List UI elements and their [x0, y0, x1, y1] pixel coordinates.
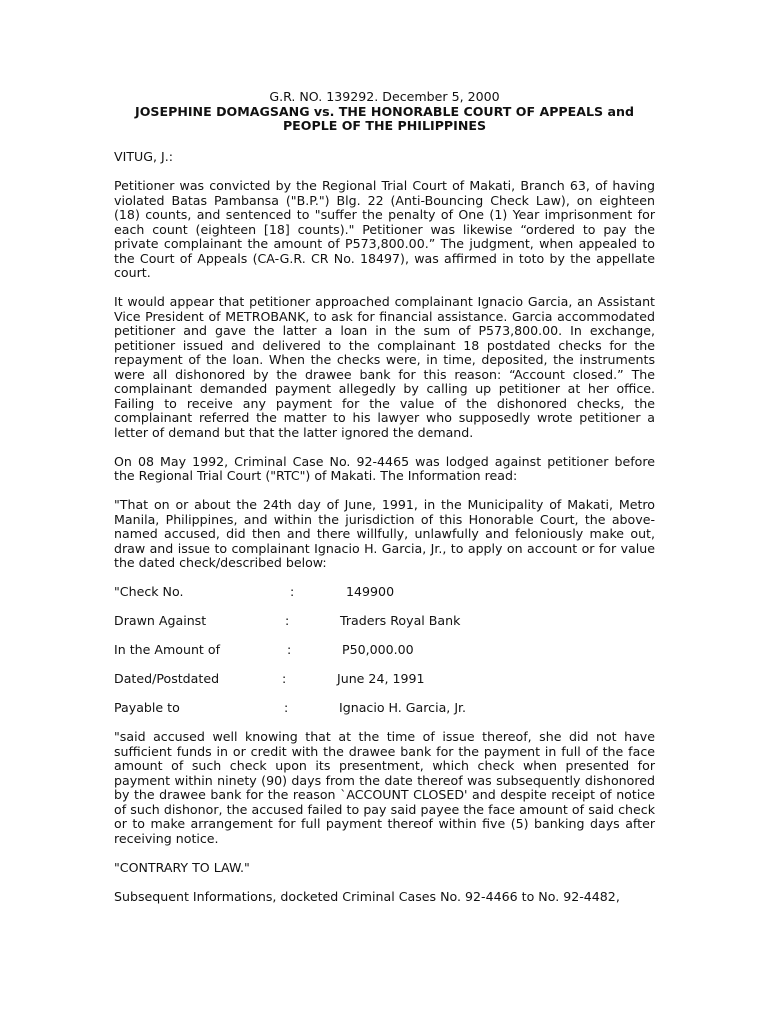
information-quote: "That on or about the 24th day of June, 1991, in the Municipality of Makati, Metro Manila, Philippines, and within the jurisdiction of this Honorable Court, the above-named accused, did then and there willfully, unlawfully and feloniously make out, draw and issue to complainant Ignacio H. Garcia, Jr., to apply on account or for value the dated check/described below:	[114, 497, 655, 570]
check-detail-row	[114, 643, 655, 658]
check-detail-row	[114, 672, 655, 687]
check-detail-label: "Check No.	[114, 584, 184, 599]
gr-number-date: G.R. NO. 139292. December 5, 2000	[269, 89, 500, 104]
check-detail-colon: :	[285, 613, 290, 628]
check-detail-row	[114, 701, 655, 716]
paragraph: Petitioner was convicted by the Regional Trial Court of Makati, Branch 63, of having violated Batas Pambansa ("B.P.") Blg. 22 (Anti-Bouncing Check Law), on eighteen (18) counts, and sentenced to "suffer the penalty of One (1) Year imprisonment for each count (eighteen [18] counts)." Petitioner was likewise “ordered to pay the private complainant the amount of P573,800.00.” The judgment, when appealed to the Court of Appeals (CA-G.R. CR No. 18497), was affirmed in toto by the appellate court.	[114, 178, 655, 280]
ponente: VITUG, J.:	[114, 149, 173, 164]
check-detail-row	[114, 614, 655, 629]
paragraph: It would appear that petitioner approached complainant Ignacio Garcia, an Assistant Vice President of METROBANK, to ask for financial assistance. Garcia accommodated petitioner and gave the latter a loan in the sum of P573,800.00. In exchange, petitioner issued and delivered to the complainant 18 postdated checks for the repayment of the loan. When the checks were, in time, deposited, the instruments were all dishonored by the drawee bank for this reason: “Account closed.” The complainant demanded payment allegedly by calling up petitioner at her office. Failing to receive any payment for the value of the dishonored checks, the complainant referred the matter to his lawyer who supposedly wrote petitioner a letter of demand but that the latter ignored the demand.	[114, 294, 655, 440]
paragraph: Subsequent Informations, docketed Criminal Cases No. 92-4466 to No. 92-4482,	[114, 888, 620, 904]
check-detail-label: Payable to	[114, 700, 180, 715]
check-detail-value: Traders Royal Bank	[340, 613, 461, 628]
case-header	[114, 90, 655, 134]
check-detail-colon: :	[282, 671, 287, 686]
check-detail-value: Ignacio H. Garcia, Jr.	[339, 700, 467, 715]
information-quote: "said accused well knowing that at the time of issue thereof, she did not have sufficient funds in or credit with the drawee bank for the payment in full of the face amount of such check upon its presentment, which check when presented for payment within ninety (90) days from the date thereof was subsequently dishonored by the drawee bank for the reason `ACCOUNT CLOSED' and despite receipt of notice of such dishonor, the accused failed to pay said payee the face amount of said check or to make arrangement for full payment thereof within five (5) banking days after receiving notice.	[114, 729, 655, 846]
check-detail-label: In the Amount of	[114, 642, 221, 657]
contrary-to-law: "CONTRARY TO LAW."	[114, 859, 250, 875]
check-detail-label: Drawn Against	[114, 613, 207, 628]
check-detail-value: P50,000.00	[342, 642, 414, 657]
case-title-line-1: JOSEPHINE DOMAGSANG vs. THE HONORABLE COURT OF APPEALS and	[135, 103, 634, 119]
check-detail-value: June 24, 1991	[337, 671, 425, 686]
check-detail-colon: :	[287, 642, 292, 657]
case-title-line-2: PEOPLE OF THE PHILIPPINES	[282, 118, 487, 133]
check-detail-colon: :	[290, 584, 295, 599]
document-body	[114, 150, 655, 919]
check-detail-value: 149900	[346, 584, 395, 599]
paragraph: On 08 May 1992, Criminal Case No. 92-4465 was lodged against petitioner before the Regional Trial Court ("RTC") of Makati. The Information read:	[114, 453, 655, 483]
check-detail-row	[114, 585, 655, 600]
check-detail-colon: :	[284, 700, 289, 715]
check-detail-label: Dated/Postdated	[114, 671, 220, 686]
